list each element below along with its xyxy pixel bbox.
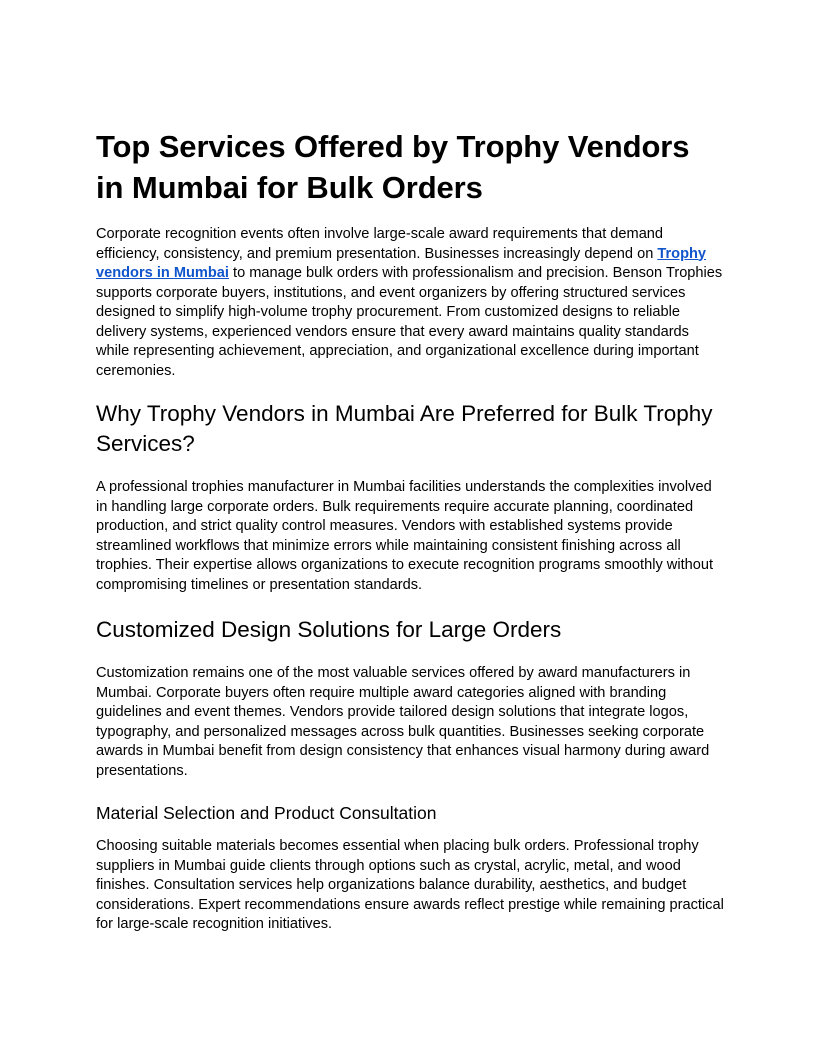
page-title: Top Services Offered by Trophy Vendors in Mumbai for Bulk Orders: [96, 129, 690, 205]
section-body-why-vendors: A professional trophies manufacturer in Mumbai facilities understands the complexities involved in handling large corporate orders. Bulk requirements require accurate planning, coordinated production, and strict quality control measures. Vendors with established systems provide streamlined workflows that minimize errors while maintaining consistent finishing across all trophies. Their expertise allows organizations to execute recognition programs smoothly without compromising timelines or presentation standards.: [96, 479, 714, 593]
subsection-heading-material-selection: Material Selection and Product Consultation: [96, 803, 437, 823]
intro-text-after-link: to manage bulk orders with professionalism and precision. Benson Trophies supports corporate buyers, institutions, and event organizers by offering structured services designed to simplify high-volume trophy procurement. From customized designs to reliable delivery systems, experienced vendors ensure that every award maintains quality standards while representing achievement, appreciation, and organizational excellence during important ceremonies.: [96, 265, 723, 379]
intro-text-before-link: Corporate recognition events often involve large-scale award requirements that demand efficiency, consistency, and premium presentation. Businesses increasingly depend on: [96, 226, 664, 262]
trophy-vendors-link[interactable]: Trophy vendors in Mumbai: [96, 245, 707, 281]
section-heading-why-vendors: Why Trophy Vendors in Mumbai Are Preferred for Bulk Trophy Services?: [96, 401, 713, 456]
section-body-customized-design: Customization remains one of the most valuable services offered by award manufacturers in Mumbai. Corporate buyers often require multiple award categories aligned with branding guidelines and event themes. Vendors provide tailored design solutions that integrate logos, typography, and personalized messages across bulk quantities. Businesses seeking corporate awards in Mumbai benefit from design consistency that enhances visual harmony during award presentations.: [96, 665, 710, 779]
intro-paragraph: [96, 225, 724, 381]
document-page: [96, 126, 724, 953]
subsection-body-material-selection: Choosing suitable materials becomes essential when placing bulk orders. Professional trophy suppliers in Mumbai guide clients through options such as crystal, acrylic, metal, and wood finishes. Consultation services help organizations balance durability, aesthetics, and budget considerations. Expert recommendations ensure awards reflect prestige while remaining practical for large-scale recognition initiatives.: [96, 838, 724, 932]
section-heading-customized-design: Customized Design Solutions for Large Orders: [96, 617, 562, 642]
